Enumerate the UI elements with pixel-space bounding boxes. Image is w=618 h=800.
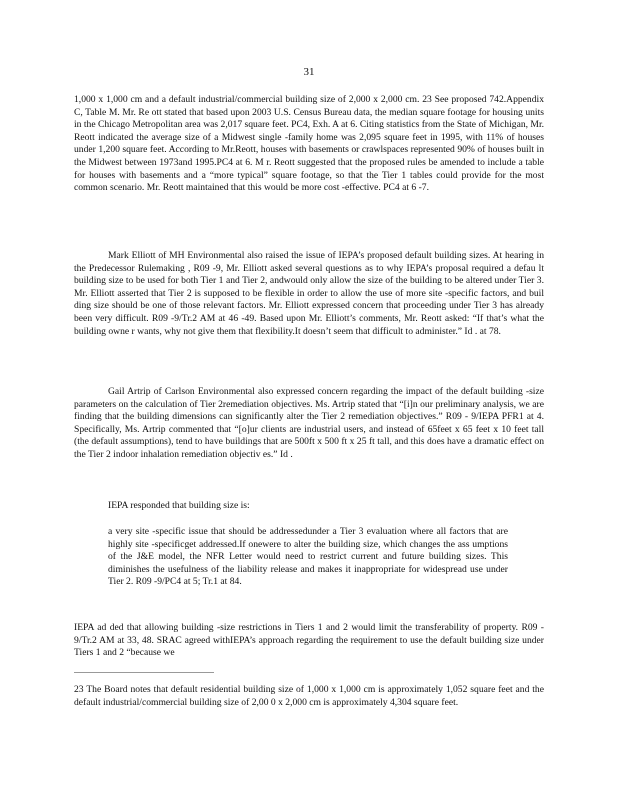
footnote-23: 23 The Board notes that default residential building size of 1,000 x 1,000 cm is approximately 1,052 square feet and the default industrial/commercial building size of 2,00 0 x 2,000 cm is approximately 4,304 square feet. (74, 684, 544, 708)
paragraph-artrip-comments: Gail Artrip of Carlson Environmental also expressed concern regarding the impact of the default building -size parameters on the calculation of Tier 2remediation objectives. Ms. Artrip stated that “[i]n our preliminary analysis, we are finding that the building dimensions can significantly alter the Tier 2 remediation objectives.” R09 - 9/IEPA PFR1 at 4. Specifically, Ms. Artrip commented that “[o]ur clients are industrial users, and instead of 65feet x 65 feet x 10 feet tall (the default assumptions), tend to have buildings that are 500ft x 500 ft x 25 ft tall, and this does have a dramatic effect on the Tier 2 indoor inhalation remediation objectiv es.” Id . (74, 386, 544, 460)
block-quote-iepa: a very site -specific issue that should be addressedunder a Tier 3 evaluation where all factors that are highly site -specificget addressed.If onewere to alter the building size, which changes the ass umptions of the J&E model, the NFR Letter would need to restrict current and future building sizes. This diminishes the usefulness of the liability release and makes it inappropriate for widespread use under Tier 2. R09 -9/PC4 at 5; Tr.1 at 84. (108, 526, 508, 588)
footnote-divider (74, 672, 214, 673)
page-number: 31 (303, 66, 315, 78)
paragraph-iepa-response-intro: IEPA responded that building size is: (108, 500, 250, 511)
paragraph-iepa-transferability: IEPA ad ded that allowing building -size restrictions in Tiers 1 and 2 would limit the transferability of property. R09 - 9/Tr.2 AM at 33, 48. SRAC agreed withIEPA’s approach regarding the requirement to use the default building size under Tiers 1 and 2 “because we (74, 622, 544, 659)
paragraph-reott-building-size: 1,000 x 1,000 cm and a default industrial/commercial building size of 2,000 x 2,000 cm. 23 See proposed 742.Appendix C, Table M. Mr. Re ott stated that based upon 2003 U.S. Census Bureau data, the median square footage for housing units in the Chicago Metropolitan area was 2,017 square feet. PC4, Exh. A at 6. Citing statistics from the State of Michigan, Mr. Reott indicated the average size of a Midwest single -family home was 2,095 square feet in 1995, with 11% of houses under 1,200 square feet. According to Mr.Reott, houses with basements or crawlspaces represented 90% of houses built in the Midwest between 1973and 1995.PC4 at 6. M r. Reott suggested that the proposed rules be amended to include a table for houses with basements and a “more typical” square footage, so that the Tier 1 tables could provide for the most common scenario. Mr. Reott maintained that this would be more cost -effective. PC4 at 6 -7. (74, 94, 545, 194)
paragraph-elliott-comments: Mark Elliott of MH Environmental also raised the issue of IEPA’s proposed default building sizes. At hearing in the Predecessor Rulemaking , R09 -9, Mr. Elliott asked several questions as to why IEPA’s proposal required a defau lt building size to be used for both Tier 1 and Tier 2, andwould only allow the size of the building to be altered under Tier 3. Mr. Elliott asserted that Tier 2 is supposed to be flexible in order to allow the use of more site -specific factors, and buil ding size should be one of those relevant factors. Mr. Elliott expressed concern that proceeding under Tier 3 has already been very difficult. R09 -9/Tr.2 AM at 46 -49. Based upon Mr. Elliott’s comments, Mr. Reott asked: “If that’s what the building owne r wants, why not give them that flexibility.It doesn’t seem that difficult to administer.” Id . at 78. (74, 250, 544, 337)
